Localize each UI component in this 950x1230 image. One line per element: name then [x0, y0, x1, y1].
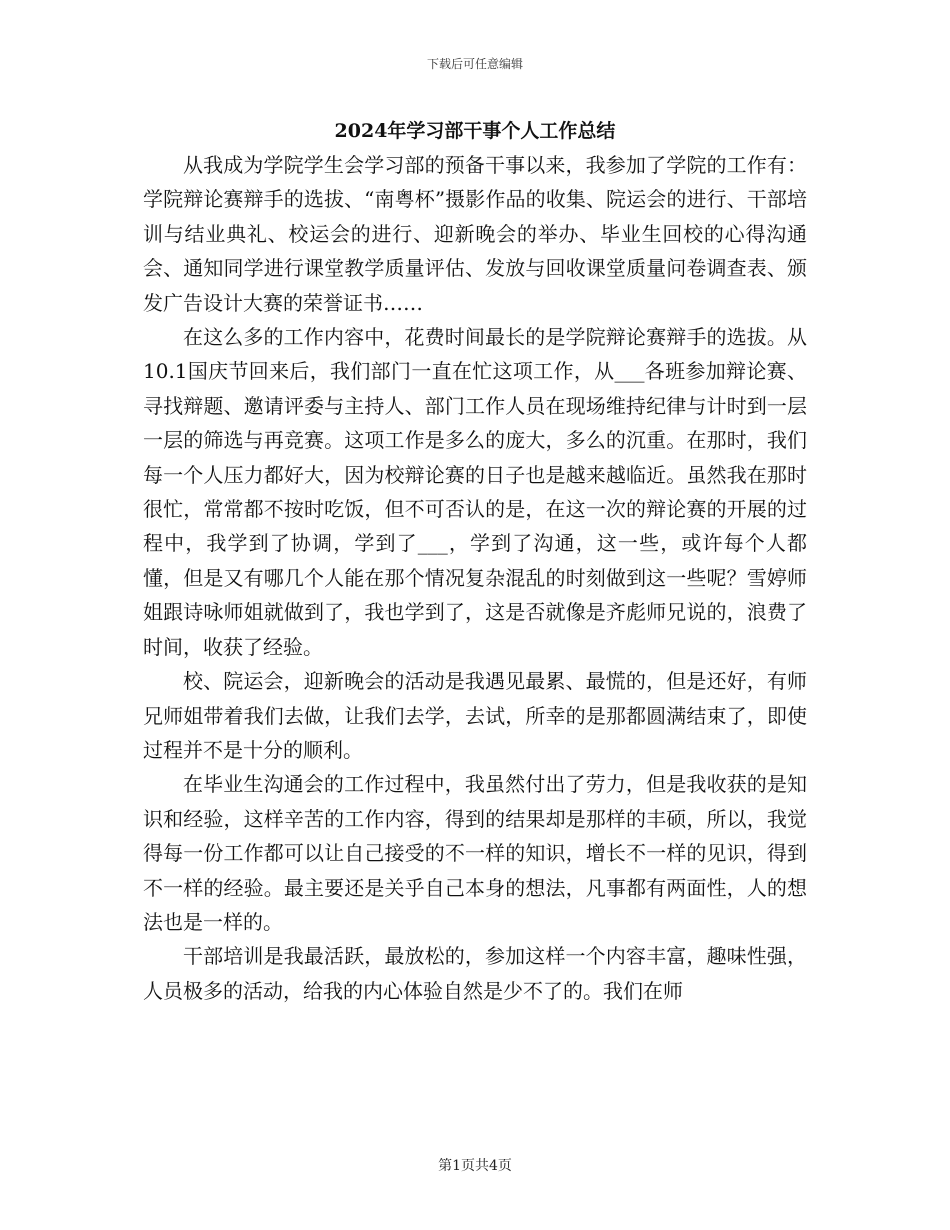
paragraph-cadre-training: 干部培训是我最活跃，最放松的，参加这样一个内容丰富，趣味性强，人员极多的活动，给我的内心体验自然是少不了的。我们在师 — [143, 944, 807, 1003]
paragraph-work-list: 从我成为学院学生会学习部的预备干事以来，我参加了学院的工作有：学院辩论赛辩手的选拔、“南粤杯”摄影作品的收集、院运会的进行、干部培训与结业典礼、校运会的进行、迎新晚会的举办、毕业生回校的心得沟通会、通知同学进行课堂教学质量评估、发放与回收课堂质量问卷调查表、颁发广告设计大赛的荣誉证书…… — [143, 153, 807, 315]
page-number: 第1页共4页 — [438, 1158, 512, 1174]
paragraph-graduate-meeting: 在毕业生沟通会的工作过程中，我虽然付出了劳力，但是我收获的是知识和经验，这样辛苦的工作内容，得到的结果却是那样的丰硕，所以，我觉得每一份工作都可以让自己接受的不一样的知识，增长不一样的见识，得到不一样的经验。最主要还是关乎自己本身的想法，凡事都有两面性，人的想法也是一样的。 — [143, 772, 807, 934]
paragraph-sports-meeting: 校、院运会，迎新晚会的活动是我遇见最累、最慌的，但是还好，有师兄师姐带着我们去做，让我们去学，去试，所幸的是那都圆满结束了，即使过程并不是十分的顺利。 — [143, 669, 807, 762]
download-note: 下载后可任意编辑 — [426, 57, 523, 71]
paragraph-debate-selection: 在这么多的工作内容中，花费时间最长的是学院辩论赛辩手的选拔。从10.1国庆节回来后，我们部门一直在忙这项工作，从___各班参加辩论赛、寻找辩题、邀请评委与主持人、部门工作人员在现场维持纪律与计时到一层一层的筛选与再竞赛。这项工作是多么的庞大，多么的沉重。在那时，我们每一个人压力都好大，因为校辩论赛的日子也是越来越临近。虽然我在那时很忙，常常都不按时吃饭，但不可否认的是，在这一次的辩论赛的开展的过程中，我学到了协调，学到了___，学到了沟通，这一些，或许每个人都懂，但是又有哪几个人能在那个情况复杂混乱的时刻做到这一些呢？雪婷师姐跟诗咏师姐就做到了，我也学到了，这是否就像是齐彪师兄说的，浪费了时间，收获了经验。 — [143, 325, 807, 659]
document-body — [143, 148, 807, 1008]
document-title: 2024年学习部干事个人工作总结 — [334, 120, 616, 142]
